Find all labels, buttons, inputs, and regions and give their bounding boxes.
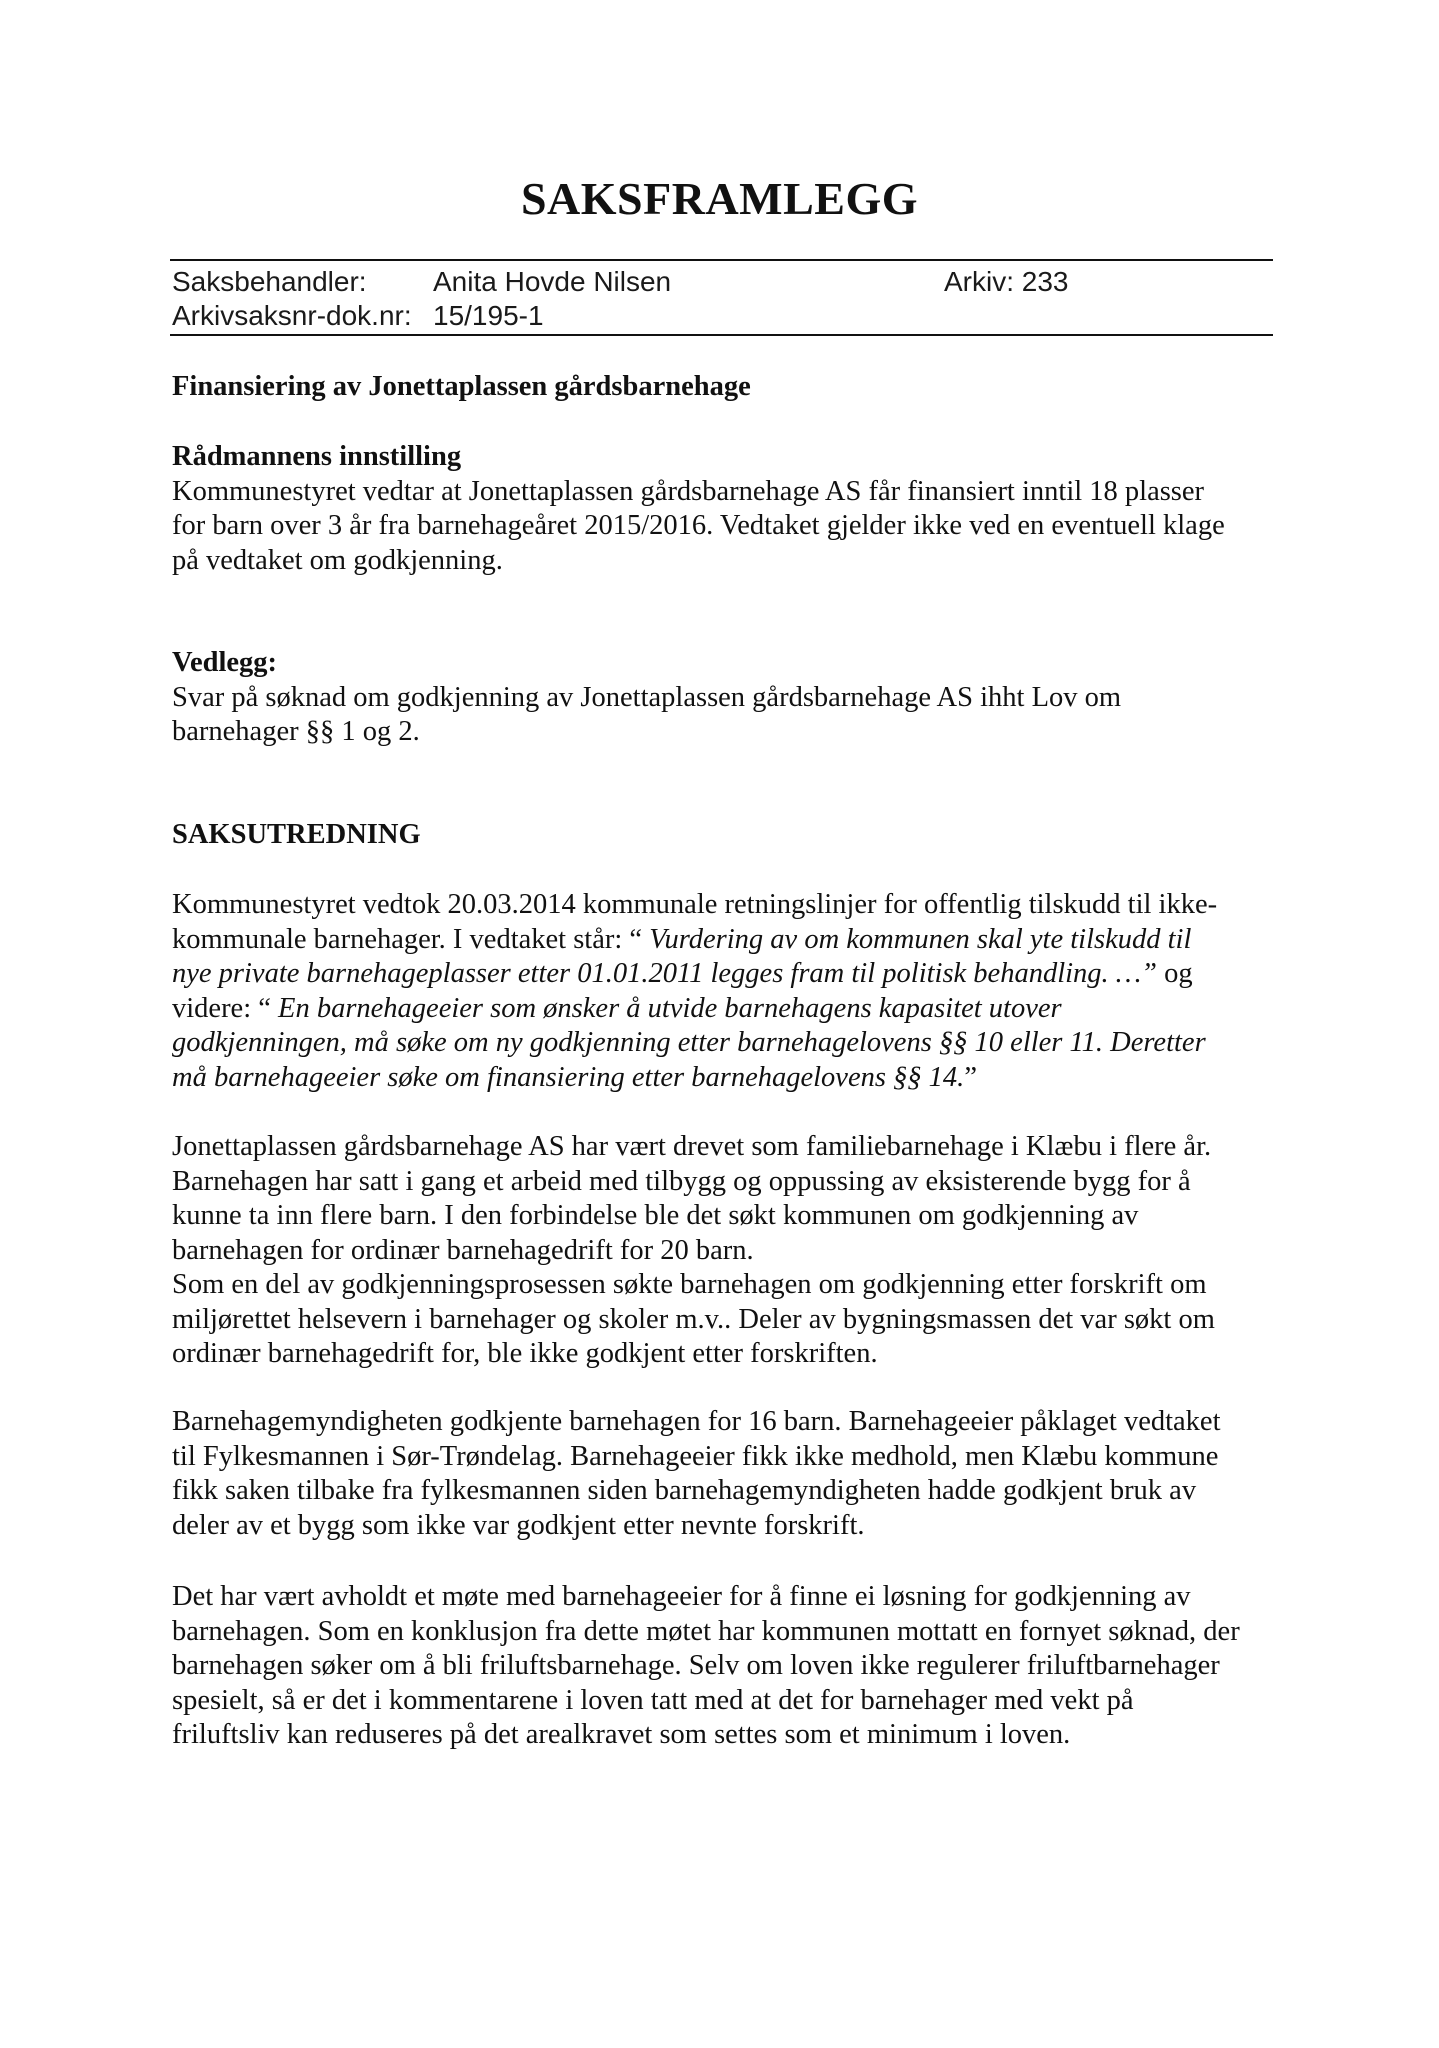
- paragraph-line: til Fylkesmannen i Sør-Trøndelag. Barnehageeier fikk ikke medhold, men Klæbu kommune: [172, 1440, 1219, 1472]
- quote-text: Vurdering av om kommunen skal yte tilskudd til: [649, 923, 1192, 955]
- text-run: ”: [964, 1061, 977, 1093]
- subject-heading: Finansiering av Jonettaplassen gårdsbarnehage: [172, 371, 751, 402]
- paragraph-line: [172, 1026, 1272, 1061]
- vedlegg-heading: Vedlegg:: [172, 647, 278, 678]
- paragraph-line: [172, 957, 1272, 992]
- paragraph: [172, 1580, 1272, 1753]
- quote-text: må barnehageeier søke om finansiering etter barnehagelovens §§ 14.: [172, 1061, 965, 1093]
- paragraph-line: Det har vært avholdt et møte med barnehageeier for å finne ei løsning for godkjenning av: [172, 1581, 1191, 1612]
- paragraph-line: kunne ta inn flere barn. I den forbindelse ble det søkt kommunen om godkjenning av: [172, 1200, 1139, 1231]
- paragraph-line: [172, 923, 1272, 958]
- text-run: videre: “: [172, 992, 279, 1024]
- paragraph-line: barnehagen søker om å bli friluftsbarnehage. Selv om loven ikke regulerer friluftbarnehager: [172, 1650, 1220, 1681]
- paragraph-line: spesielt, så er det i kommentarene i loven tatt med at det for barnehager med vekt på: [172, 1684, 1134, 1716]
- saksbehandler-value: Anita Hovde Nilsen: [433, 266, 672, 297]
- quote-text: godkjenningen, må søke om ny godkjenning etter barnehagelovens §§ 10 eller 11. Deretter: [172, 1027, 1206, 1058]
- arkivsaksnr-label: Arkivsaksnr-dok.nr:: [172, 300, 412, 331]
- vedlegg-block: [172, 646, 1272, 750]
- paragraph-line: [172, 992, 1272, 1027]
- saksutredning-heading-block: [172, 818, 1272, 853]
- meta-row-arkivsaksnr: [172, 299, 1272, 333]
- meta-row-saksbehandler: [172, 265, 1272, 299]
- paragraph-line: Kommunestyret vedtok 20.03.2014 kommunale retningslinjer for offentlig tilskudd til ikke-: [172, 889, 1218, 920]
- paragraph-line: friluftsliv kan reduseres på det arealkravet som settes som et minimum i loven.: [172, 1719, 1071, 1750]
- paragraph-line: ordinær barnehagedrift for, ble ikke godkjent etter forskriften.: [172, 1338, 878, 1369]
- saksutredning-paragraph-4: [172, 1580, 1272, 1753]
- innstilling-line: for barn over 3 år fra barnehageåret 2015/2016. Vedtaket gjelder ikke ved en eventuell klage: [172, 510, 1225, 541]
- innstilling-text: [172, 475, 1272, 579]
- subject-block: [172, 370, 1272, 405]
- paragraph-line: Som en del av godkjenningsprosessen søkte barnehagen om godkjenning etter forskrift om: [172, 1269, 1207, 1300]
- saksutredning-paragraph-2: [172, 1130, 1272, 1372]
- vedlegg-line: barnehager §§ 1 og 2.: [172, 716, 420, 747]
- saksutredning-paragraph-3: [172, 1405, 1272, 1543]
- innstilling-line: på vedtaket om godkjenning.: [172, 544, 503, 576]
- paragraph-line: Jonettaplassen gårdsbarnehage AS har vært drevet som familiebarnehage i Klæbu i flere år.: [172, 1131, 1212, 1162]
- text-run: kommunale barnehager. I vedtaket står: “: [172, 923, 650, 955]
- arkivsaksnr-value: 15/195-1: [433, 300, 544, 331]
- arkiv-value: Arkiv: 233: [944, 266, 1069, 297]
- paragraph: [172, 1130, 1272, 1372]
- quote-text: En barnehageeier som ønsker å utvide barnehagens kapasitet utover: [278, 992, 1062, 1024]
- paragraph: [172, 1405, 1272, 1543]
- document-title: SAKSFRAMLEGG: [520, 173, 919, 224]
- innstilling-line: Kommunestyret vedtar at Jonettaplassen gårdsbarnehage AS får finansiert inntil 18 plasser: [172, 475, 1205, 507]
- paragraph-line: Barnehagen har satt i gang et arbeid med tilbygg og oppussing av eksisterende bygg for å: [172, 1165, 1191, 1197]
- paragraph-line: Barnehagemyndigheten godkjente barnehagen for 16 barn. Barnehageeier påklaget vedtaket: [172, 1406, 1221, 1437]
- innstilling-block: [172, 440, 1272, 578]
- paragraph-line: barnehagen. Som en konklusjon fra dette møtet har kommunen mottatt en fornyet søknad, der: [172, 1615, 1240, 1647]
- paragraph-line: fikk saken tilbake fra fylkesmannen siden barnehagemyndigheten hadde godkjent bruk av: [172, 1475, 1197, 1506]
- header-top-rule: [170, 259, 1273, 261]
- paragraph-line: deler av et bygg som ikke var godkjent etter nevnte forskrift.: [172, 1509, 865, 1541]
- quote-text: nye private barnehageplasser etter 01.01.2011 legges fram til politisk behandling. …”: [172, 958, 1157, 989]
- innstilling-heading: Rådmannens innstilling: [172, 441, 462, 472]
- vedlegg-line: Svar på søknad om godkjenning av Jonettaplassen gårdsbarnehage AS ihht Lov om: [172, 681, 1122, 713]
- text-run: og: [1157, 958, 1193, 989]
- saksutredning-heading: SAKSUTREDNING: [172, 819, 421, 850]
- paragraph-line: barnehagen for ordinær barnehagedrift for 20 barn.: [172, 1234, 754, 1266]
- saksbehandler-label: Saksbehandler:: [172, 266, 367, 297]
- saksutredning-paragraph-1: [172, 888, 1272, 1095]
- header-bottom-rule: [170, 334, 1273, 336]
- paragraph-line: [172, 1061, 1272, 1096]
- vedlegg-text: [172, 681, 1272, 750]
- paragraph-line: miljørettet helsevern i barnehager og skoler m.v.. Deler av bygningsmassen det var søkt om: [172, 1303, 1215, 1335]
- paragraph: [172, 888, 1272, 1095]
